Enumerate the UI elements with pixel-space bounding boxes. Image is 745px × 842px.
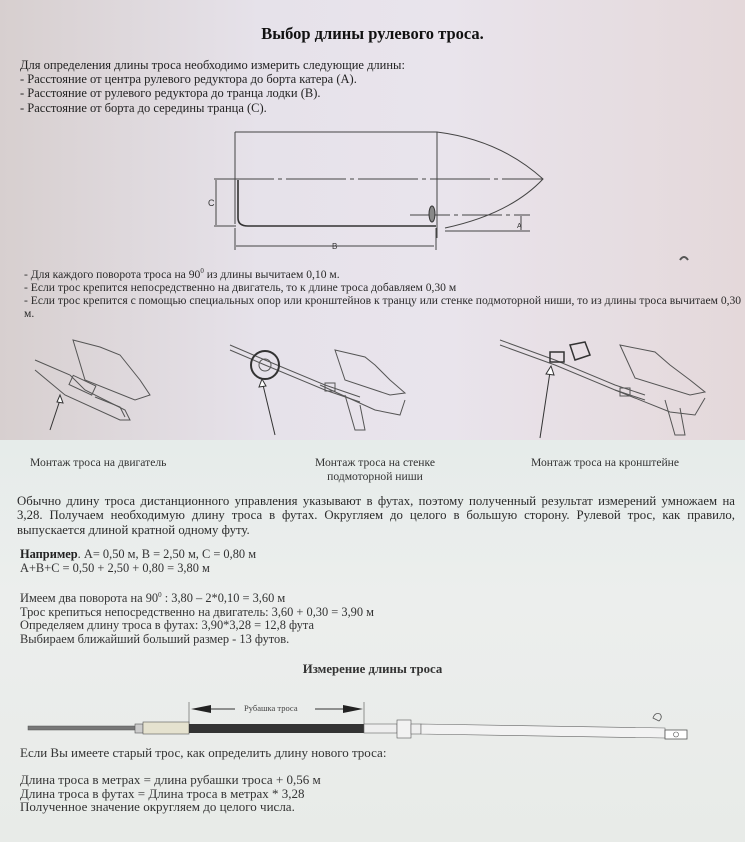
hand-icon <box>653 714 661 722</box>
label-a: A <box>517 223 522 230</box>
rule-item: - Если трос крепится непосредственно на двигатель, то к длине троса добавляем 0,30 м <box>24 281 457 295</box>
old-cable-question: Если Вы имеете старый трос, как определить длину нового троса: <box>20 745 387 760</box>
intro-lead: Для определения длины троса необходимо измерить следующие длины: <box>20 58 405 72</box>
example-block <box>20 548 374 647</box>
example-line: А+В+С = 0,50 + 2,50 + 0,80 = 3,80 м <box>20 560 210 575</box>
feet-paragraph: Обычно длину троса дистанционного управления указывают в футах, поэтому полученный результат измерений умножаем на 3,28. Получаем необходимую длину троса в футах. Округляем до целого в большую сторону. Рулевой трос, как правило, выпускается длиной кратной одному футу. <box>17 494 735 537</box>
end-fitting <box>143 722 189 734</box>
intro-item: - Расстояние от центра рулевого редуктора до борта катера (А). <box>20 72 357 87</box>
example-line: Имеем два поворота на $90^0$ : 3,80 – 2*0,10 = 3,60 м <box>20 590 286 605</box>
arrow <box>50 400 60 430</box>
caption-well-mount: Монтаж троса на стенке подмоторной ниши <box>314 456 435 483</box>
jacket-label: Рубашка троса <box>244 703 298 713</box>
cable-diagram <box>25 700 700 750</box>
hull-outline <box>235 132 543 228</box>
steering-helm-icon <box>429 206 435 222</box>
formula-line: Полученное значение округляем до целого числа. <box>20 799 295 815</box>
well-mount-illustration <box>225 335 440 435</box>
example-line: Например. А= 0,50 м, В = 2,50 м, С = 0,80 м <box>20 547 257 561</box>
example-line: Определяем длину троса в футах: 3,90*3,28 = 12,8 фута <box>20 618 314 633</box>
engine-mount-illustration <box>25 335 185 430</box>
formula-line: Длина троса в метрах = длина рубашки троса + 0,56 м <box>20 771 321 787</box>
intro-item: - Расстояние от рулевого редуктора до транца лодки (В). <box>20 86 321 101</box>
rule-item: - Если трос крепится с помощью специальных опор или кронштейнов к транцу или стенке подмоторной ниши, то из длины троса вычитаем 0,30 м. <box>24 294 742 321</box>
intro-block <box>20 58 405 115</box>
arrow-right <box>343 705 363 713</box>
threaded-rod <box>28 726 136 730</box>
example-line: Трос крепиться непосредственно на двигатель: 3,60 + 0,30 = 3,90 м <box>20 604 374 619</box>
page-title: Выбор длины рулевого троса. <box>261 24 484 43</box>
boat-diagram <box>200 128 560 251</box>
caption-bracket-mount: Монтаж троса на кронштейне <box>530 456 680 469</box>
nut <box>397 720 411 738</box>
example-line: Выбираем ближайший больший размер - 13 футов. <box>20 632 290 647</box>
intro-item: - Расстояние от борта до середины транца (С). <box>20 100 267 115</box>
rules-list <box>24 265 744 321</box>
label-b: B <box>332 242 338 251</box>
cable-route <box>238 180 436 226</box>
measure-title: Измерение длины троса <box>302 662 443 676</box>
formula-line: Длина троса в футах = Длина троса в метрах * 3,28 <box>20 785 305 801</box>
cable-jacket <box>189 724 364 733</box>
small-mark-icon <box>678 254 690 262</box>
label-c: C <box>208 198 215 208</box>
arrow-left <box>191 705 211 713</box>
rod-end <box>665 730 687 739</box>
tube <box>421 724 665 738</box>
caption-engine-mount: Монтаж троса на двигатель <box>30 456 167 469</box>
rule-item: - Для каждого поворота троса на $90^0$ из длины вычитаем 0,10 м. <box>24 267 340 281</box>
old-cable-block <box>20 746 386 814</box>
bracket-mount-illustration <box>495 330 735 440</box>
